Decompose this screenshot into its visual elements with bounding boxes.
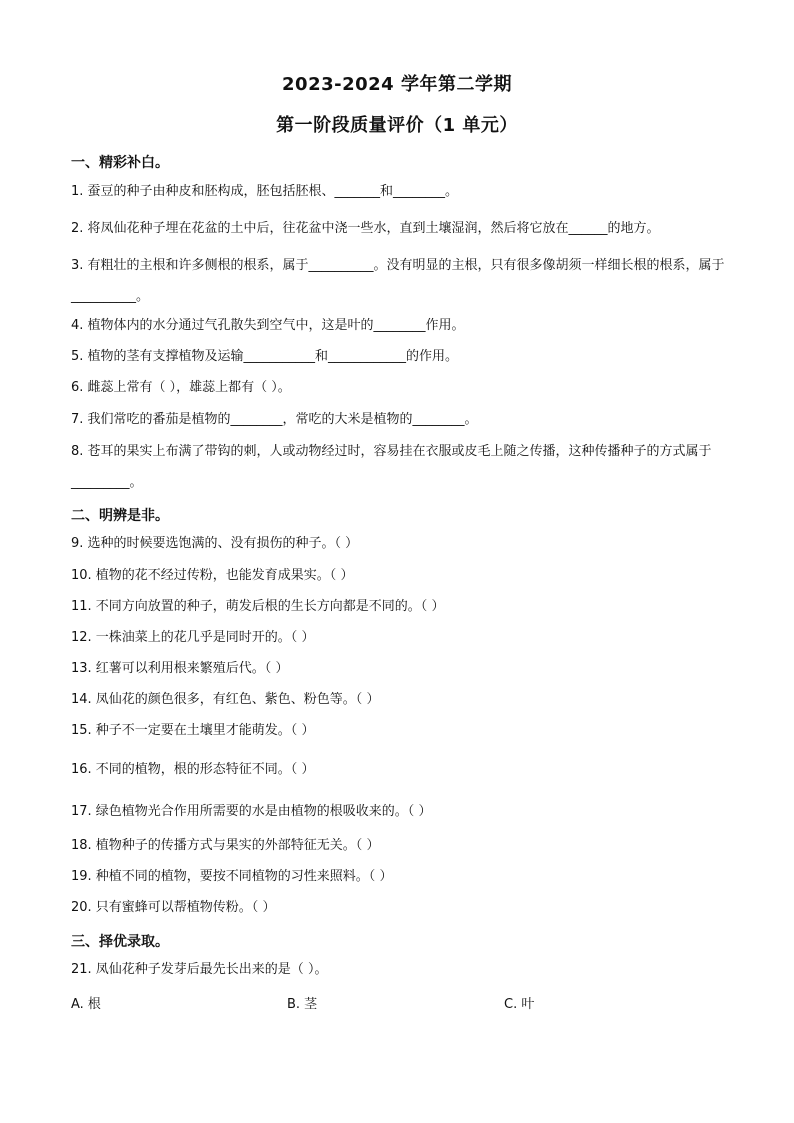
question-7: 7. 我们常吃的番茄是植物的________，常吃的大米是植物的________。 [71, 412, 478, 427]
question-21: 21. 凤仙花种子发芽后最先长出来的是（ ）。 [71, 962, 328, 977]
question-15: 15. 种子不一定要在土壤里才能萌发。（ ） [71, 723, 315, 738]
document-title: 2023-2024 学年第二学期 [282, 74, 512, 95]
option-a: A. 根 [71, 997, 101, 1012]
question-18: 18. 植物种子的传播方式与果实的外部特征无关。（ ） [71, 838, 380, 853]
question-10: 10. 植物的花不经过传粉，也能发育成果实。（ ） [71, 568, 354, 583]
question-8: 8. 苍耳的果实上布满了带钩的刺，人或动物经过时，容易挂在衣服或皮毛上随之传播，这种传播种子的方式属于_________。 [71, 444, 712, 490]
question-9: 9. 选种的时候要选饱满的、没有损伤的种子。（ ） [71, 536, 359, 551]
question-12: 12. 一株油菜上的花几乎是同时开的。（ ） [71, 630, 315, 645]
question-16: 16. 不同的植物，根的形态特征不同。（ ） [71, 762, 315, 777]
section-heading-multiple-choice: 三、择优录取。 [71, 934, 169, 950]
document-subtitle: 第一阶段质量评价（1 单元） [276, 115, 518, 136]
section-heading-true-false: 二、明辨是非。 [71, 508, 169, 524]
question-6: 6. 雌蕊上常有（ ），雄蕊上都有（ ）。 [71, 380, 291, 395]
question-5: 5. 植物的茎有支撑植物及运输___________和____________的作用。 [71, 349, 459, 364]
question-20: 20. 只有蜜蜂可以帮植物传粉。（ ） [71, 900, 276, 915]
question-3: 3. 有粗壮的主根和许多侧根的根系，属于__________。没有明显的主根，只有很多像胡须一样细长根的根系，属于__________。 [71, 258, 725, 304]
question-13: 13. 红薯可以利用根来繁殖后代。（ ） [71, 661, 289, 676]
question-4: 4. 植物体内的水分通过气孔散失到空气中，这是叶的________作用。 [71, 318, 465, 333]
section-heading-fill-blank: 一、精彩补白。 [71, 155, 169, 171]
question-1: 1. 蚕豆的种子由种皮和胚构成，胚包括胚根、_______和________。 [71, 184, 459, 199]
question-19: 19. 种植不同的植物，要按不同植物的习性来照料。（ ） [71, 869, 393, 884]
option-b: B. 茎 [287, 997, 318, 1012]
question-2: 2. 将凤仙花种子埋在花盆的土中后，往花盆中浇一些水，直到土壤湿润，然后将它放在______的地方。 [71, 221, 660, 236]
question-17: 17. 绿色植物光合作用所需要的水是由植物的根吸收来的。（ ） [71, 804, 432, 819]
option-c: C. 叶 [504, 997, 535, 1012]
question-11: 11. 不同方向放置的种子，萌发后根的生长方向都是不同的。（ ） [71, 599, 445, 614]
question-14: 14. 凤仙花的颜色很多，有红色、紫色、粉色等。（ ） [71, 692, 380, 707]
